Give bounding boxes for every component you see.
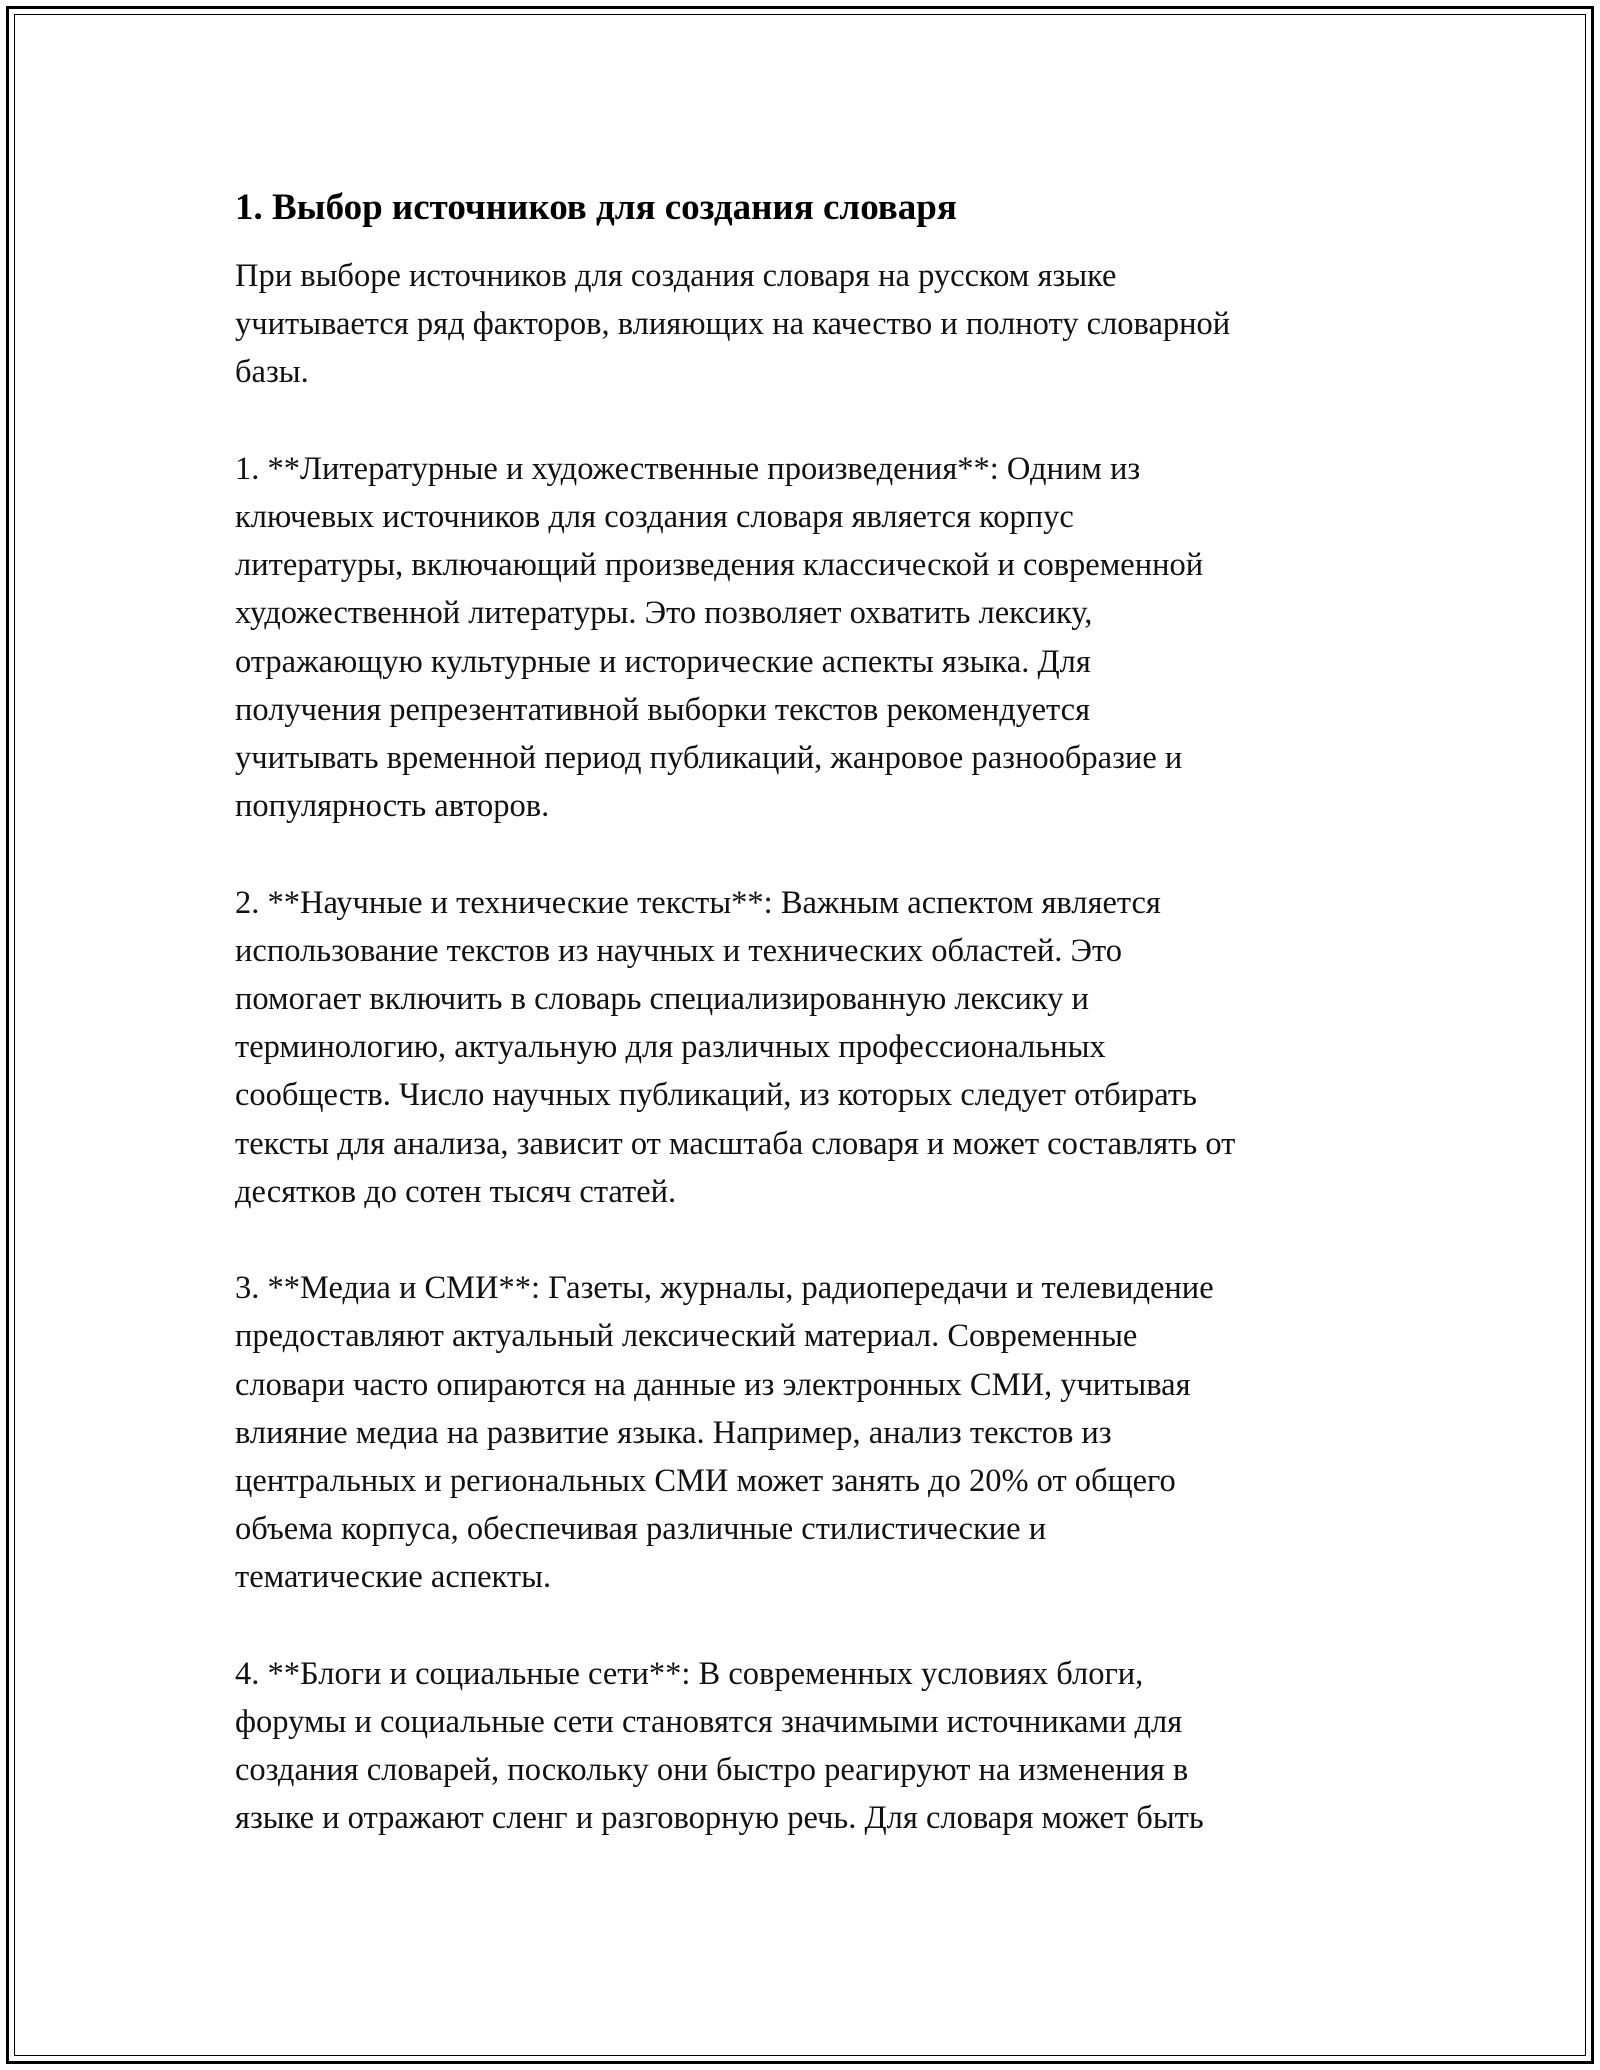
paragraph-gap <box>235 830 1370 878</box>
paragraph-literature: 1. **Литературные и художественные произведения**: Одним из ключевых источников для создания словаря является корпус литературы, включающий произведения классической и современной художественной литературы. Это позволяет охватить лексику, отражающую культурные и исторические аспекты языка. Для получения репрезентативной выборки текстов рекомендуется учитывать временной период публикаций, жанровое разнообразие и популярность авторов. <box>235 450 1204 825</box>
paragraph-media: 3. **Медиа и СМИ**: Газеты, журналы, радиопередачи и телевидение предоставляют актуальный лексический материал. Современные словари часто опираются на данные из электронных СМИ, учитывая влияние медиа на развитие языка. Например, анализ текстов из центральных и региональных СМИ может занять до 20% от общего объема корпуса, обеспечивая различные стилистические и тематические аспекты. <box>235 1270 1214 1596</box>
intro-paragraph: При выборе источников для создания словаря на русском языке учитывается ряд факторов, влияющих на качество и полноту словарной базы. <box>235 258 1231 391</box>
paragraph-gap <box>235 1216 1370 1264</box>
section-heading: 1. Выбор источников для создания словаря <box>235 187 957 228</box>
paragraph-blogs: 4. **Блоги и социальные сети**: В современных условиях блоги, форумы и социальные сети становятся значимыми источниками для создания словарей, поскольку они быстро реагируют на изменения в языке и отражают сленг и разговорную речь. Для словаря может быть <box>235 1655 1204 1837</box>
paragraph-gap <box>235 397 1370 445</box>
paragraph-science: 2. **Научные и технические тексты**: Важным аспектом является использование текстов из научных и технических областей. Это помогает включить в словарь специализированную лексику и терминологию, актуальную для различных профессиональных сообществ. Число научных публикаций, из которых следует отбирать тексты для анализа, зависит от масштаба словаря и может составлять от десятков до сотен тысяч статей. <box>235 884 1236 1210</box>
document-body <box>235 184 1370 1843</box>
paragraph-gap <box>235 1602 1370 1650</box>
